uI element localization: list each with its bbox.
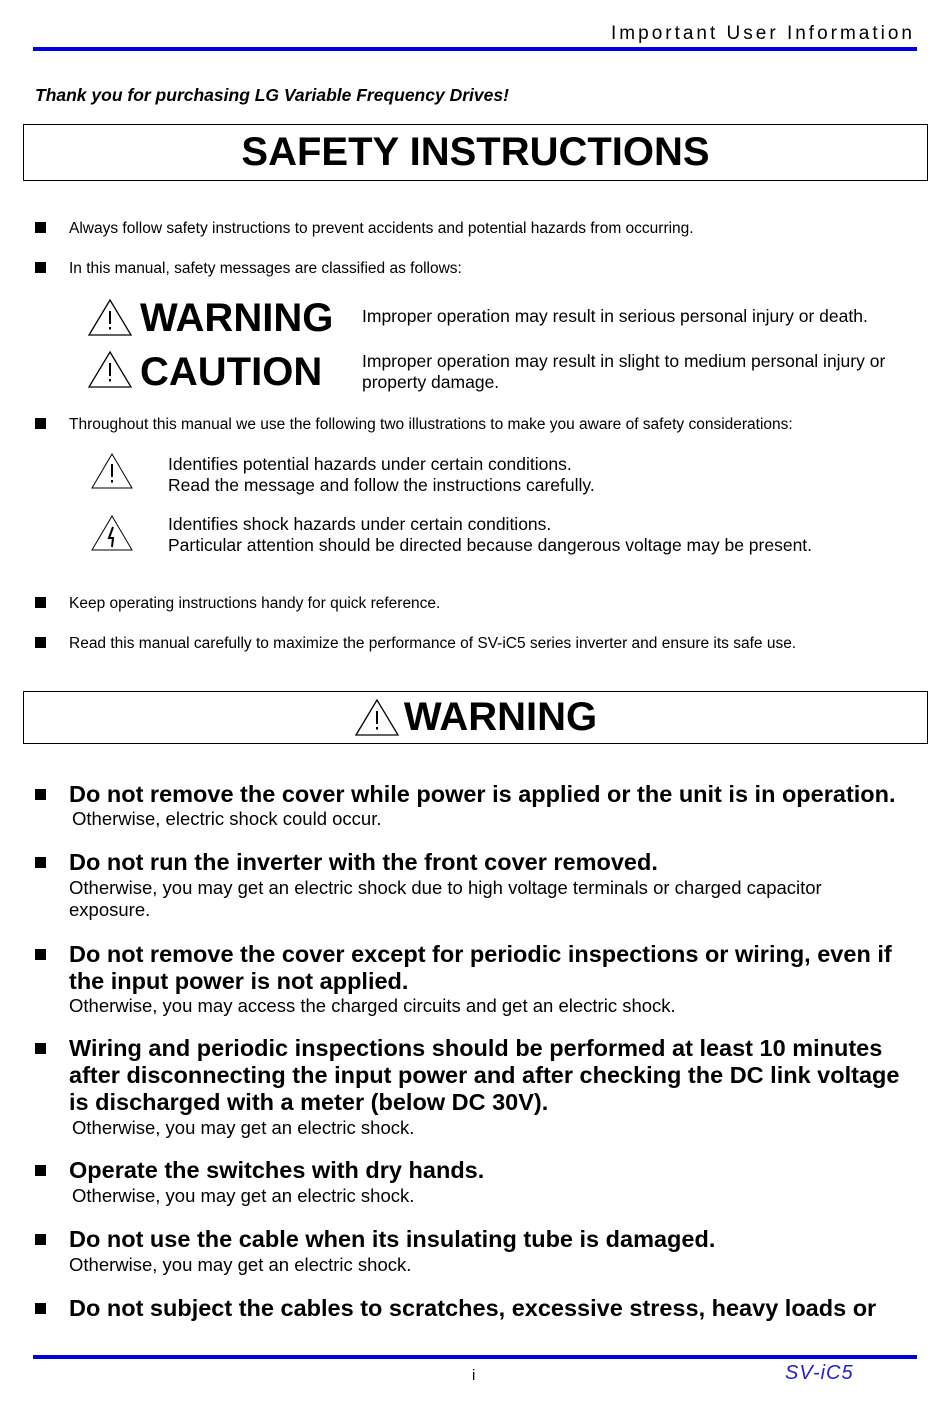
warning-consequence: Otherwise, you may get an electric shock due to high voltage terminals or charged capacitor exposure. (69, 877, 822, 920)
bullet-text: Keep operating instructions handy for quick reference. (69, 595, 441, 612)
bullet-text: In this manual, safety messages are classified as follows: (69, 260, 462, 277)
warning-heading: Do not subject the cables to scratches, excessive stress, heavy loads or (69, 1295, 877, 1321)
illustration-line: Identifies shock hazards under certain conditions. (168, 514, 552, 534)
warning-title-box (23, 691, 928, 744)
bullet-icon (35, 597, 46, 608)
warning-description: Improper operation may result in serious personal injury or death. (362, 306, 868, 326)
illustration-line: Particular attention should be directed because dangerous voltage may be present. (168, 535, 813, 555)
bullet-text: Throughout this manual we use the following two illustrations to make you aware of safety considerations: (69, 416, 793, 433)
warning-heading: Do not remove the cover except for periodic inspections or wiring, even if the input power is not applied. (69, 941, 892, 994)
footer-rule (33, 1355, 917, 1359)
illustration-text (168, 454, 595, 496)
bullet-icon (35, 789, 46, 800)
bullet-icon (35, 222, 46, 233)
warning-label: WARNING (140, 296, 334, 340)
warning-heading: Wiring and periodic inspections should be performed at least 10 minutes after disconnecting the input power and after checking the DC link voltage is discharged with a meter (below DC 30V). (69, 1035, 900, 1115)
caution-label: CAUTION (140, 350, 323, 394)
illustration-line: Identifies potential hazards under certain conditions. (168, 454, 572, 474)
warning-title: WARNING (403, 695, 598, 739)
safety-title-box (23, 124, 928, 181)
bullet-text: Always follow safety instructions to prevent accidents and potential hazards from occurring. (69, 220, 694, 237)
illustration-text (168, 514, 812, 556)
bullet-icon (35, 262, 46, 273)
bullet-icon (35, 1165, 46, 1176)
warning-consequence: Otherwise, you may get an electric shock. (72, 1185, 415, 1206)
bullet-icon (35, 1303, 46, 1314)
exclamation-triangle-icon (89, 452, 135, 492)
warning-consequence: Otherwise, you may get an electric shock. (69, 1254, 412, 1275)
warning-consequence: Otherwise, electric shock could occur. (72, 808, 382, 829)
lightning-triangle-icon (89, 514, 135, 554)
warning-heading: Do not remove the cover while power is applied or the unit is in operation. (69, 781, 896, 807)
caution-triangle-icon (87, 350, 133, 390)
illustration-line: Read the message and follow the instructions carefully. (168, 475, 595, 495)
page-number: i (472, 1367, 476, 1384)
bullet-icon (35, 1234, 46, 1245)
bullet-icon (35, 857, 46, 868)
bullet-icon (35, 1043, 46, 1054)
header-title: Important User Information (611, 23, 915, 44)
warning-consequence: Otherwise, you may get an electric shock. (72, 1117, 415, 1138)
bullet-icon (35, 418, 46, 429)
warning-consequence: Otherwise, you may access the charged circuits and get an electric shock. (69, 995, 676, 1016)
bullet-text: Read this manual carefully to maximize the performance of SV-iC5 series inverter and ensure its safe use. (69, 635, 797, 652)
warning-heading: Do not use the cable when its insulating tube is damaged. (69, 1226, 716, 1252)
caution-description: Improper operation may result in slight to medium personal injury or property damage. (362, 351, 886, 392)
warning-triangle-icon (354, 698, 400, 738)
warning-heading: Operate the switches with dry hands. (69, 1157, 485, 1183)
warning-triangle-icon (87, 298, 133, 338)
safety-title: SAFETY INSTRUCTIONS (241, 130, 710, 174)
bullet-icon (35, 637, 46, 648)
bullet-icon (35, 949, 46, 960)
header-rule (33, 47, 917, 51)
warning-heading: Do not run the inverter with the front cover removed. (69, 849, 658, 875)
intro-text: Thank you for purchasing LG Variable Frequency Drives! (35, 85, 509, 105)
model-name: SV-iC5 (785, 1362, 854, 1384)
